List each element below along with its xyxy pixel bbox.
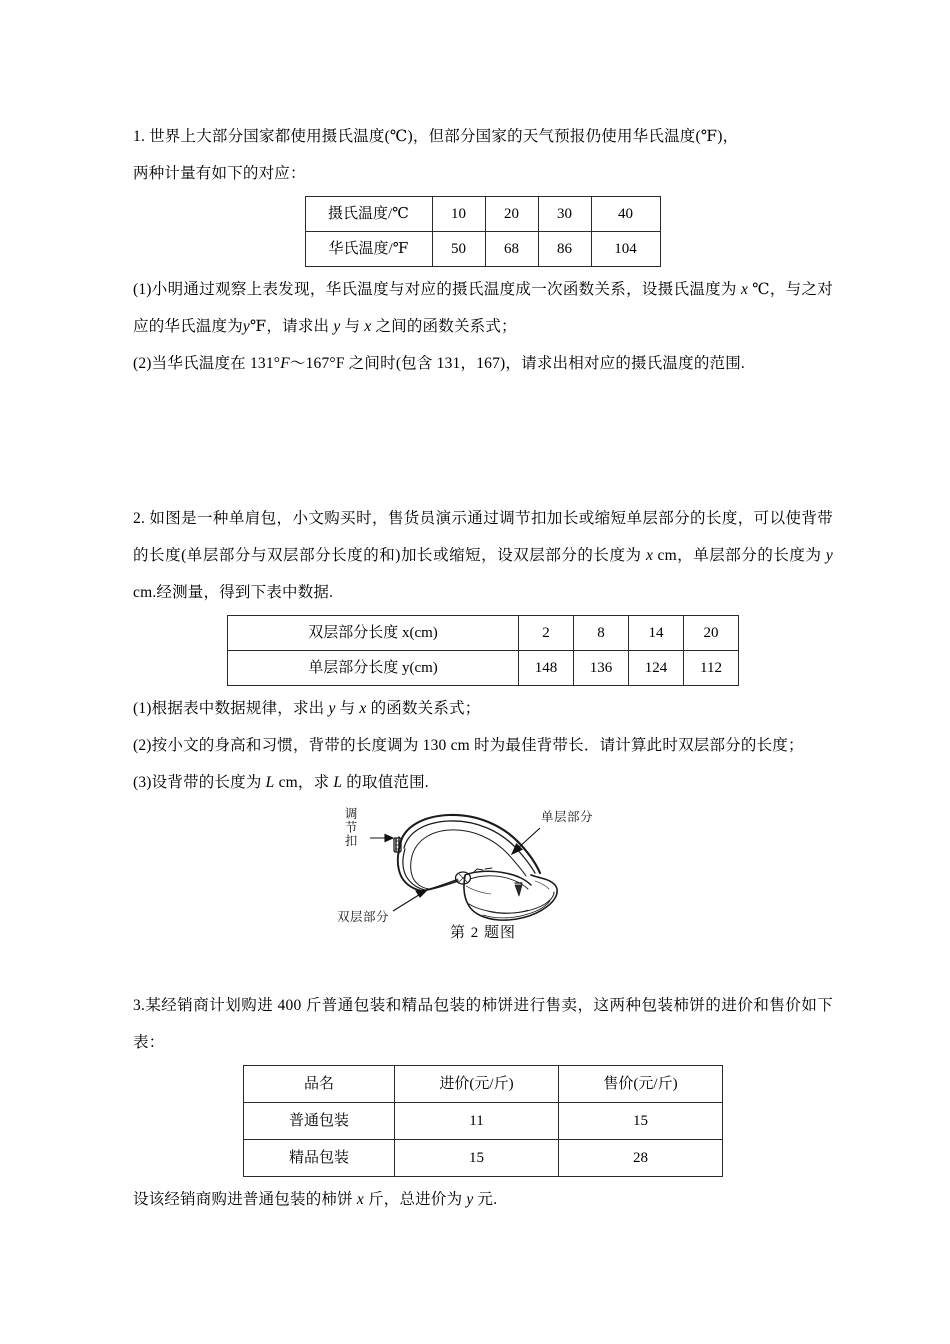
header-cost-price: 进价(元/斤) (395, 1066, 559, 1103)
double-layer-value: 8 (574, 616, 629, 651)
problem-2-figure-block (133, 803, 833, 953)
table-header-row (244, 1066, 723, 1103)
problem-3-number: 3. (133, 997, 146, 1014)
variable-x: x (645, 547, 654, 564)
table-row (305, 197, 660, 232)
problem-1-answer-space (133, 382, 833, 500)
table-row (244, 1103, 723, 1140)
adjuster-buckle-arrow (370, 835, 393, 842)
variable-y: y (825, 547, 834, 564)
p2-stem-part-b: cm，单层部分的长度为 (657, 547, 822, 564)
celsius-row-label: 摄氏温度/℃ (305, 197, 432, 232)
shoulder-bag-diagram (337, 803, 595, 924)
double-layer-value: 14 (629, 616, 684, 651)
problem-1-number: 1. (133, 128, 146, 145)
problem-1-sub-2 (133, 345, 833, 382)
persimmon-price-table (243, 1065, 723, 1177)
problem-1 (133, 118, 833, 382)
adjuster-buckle-label: 调节扣 (343, 807, 358, 848)
variable-y: y (242, 318, 250, 335)
problem-1-stem-text-2: 两种计量有如下的对应： (133, 165, 306, 182)
p1-sub1-part-a: (1)小明通过观察上表发现，华氏温度与对应的摄氏温度成一次函数关系，设摄氏温度为 (133, 281, 737, 298)
variable-x: x (356, 1191, 364, 1208)
p1-sub1-part-d: 与 (344, 318, 361, 335)
p2-sub1-part-c: 的函数关系式； (370, 700, 481, 717)
p2-sub3-part-a: (3)设背带的长度为 (133, 774, 262, 791)
single-layer-value: 112 (684, 651, 739, 686)
fahrenheit-value: 86 (538, 232, 591, 267)
variable-x: x (364, 318, 372, 335)
temperature-conversion-table (305, 196, 661, 267)
fahrenheit-value: 68 (485, 232, 538, 267)
variable-y: y (328, 700, 336, 717)
p2-stem-part-a: 如图是一种单肩包，小文购买时，售货员演示通过调节扣加长或缩短单层部分的长度，可以使背带的长度(单层部分与双层部分长度的和)加长或缩短，设双层部分的长度为 (133, 510, 833, 564)
p3-close-part-a: 设该经销商购进普通包装的柿饼 (133, 1191, 353, 1208)
p2-sub1-part-a: (1)根据表中数据规律，求出 (133, 700, 325, 717)
problem-3-table-wrap (133, 1065, 833, 1177)
p1-sub1-part-b: ℃，与之对应的华氏温度为 (133, 281, 833, 335)
celsius-value: 10 (432, 197, 485, 232)
p1-sub1-part-e: 之间的函数关系式； (375, 318, 517, 335)
single-layer-label: 单层部分 (541, 810, 594, 824)
problem-2-table-wrap (133, 615, 833, 686)
variable-y: y (333, 318, 341, 335)
sell-price: 28 (559, 1140, 723, 1177)
problem-3-closing (133, 1181, 833, 1218)
p1-sub2-part-b: ～167°F 之间时(包含 131，167)，请求出相对应的摄氏温度的范围. (289, 355, 745, 372)
double-layer-value: 2 (519, 616, 574, 651)
double-layer-row-label: 双层部分长度 x(cm) (228, 616, 519, 651)
p1-sub2-part-a: (2)当华氏温度在 131° (133, 355, 281, 372)
variable-x: x (740, 281, 749, 298)
p2-sub3-part-b: cm，求 (278, 774, 330, 791)
figure-caption: 第 2 题图 (449, 925, 516, 941)
problem-1-table-wrap (133, 196, 833, 267)
celsius-value: 20 (485, 197, 538, 232)
problem-2-sub-2: (2)按小文的身高和习惯，背带的长度调为 130 cm 时为最佳背带长．请计算此时双层部分的长度； (133, 737, 804, 754)
document-content (133, 118, 833, 1218)
product-name: 普通包装 (244, 1103, 395, 1140)
problem-1-stem (133, 118, 833, 192)
problem-2-sub-1 (133, 690, 833, 727)
single-layer-value: 136 (574, 651, 629, 686)
header-product-name: 品名 (244, 1066, 395, 1103)
celsius-value: 30 (538, 197, 591, 232)
problem-1-stem-text: 世界上大部分国家都使用摄氏温度(℃)，但部分国家的天气预报仍使用华氏温度(℉)， (149, 128, 739, 145)
p2-sub3-part-c: 的取值范围. (346, 774, 429, 791)
problem-1-sub-1 (133, 271, 833, 345)
double-layer-arrow (393, 890, 427, 911)
variable-y: y (466, 1191, 474, 1208)
p2-stem-part-c: cm.经测量，得到下表中数据. (133, 584, 334, 601)
fahrenheit-value: 104 (591, 232, 660, 267)
celsius-value: 40 (591, 197, 660, 232)
problem-3-stem-text: 某经销商计划购进 400 斤普通包装和精品包装的柿饼进行售卖，这两种包装柿饼的进价和售价如下表： (133, 997, 833, 1051)
p2-sub1-part-b: 与 (339, 700, 356, 717)
p1-sub1-part-c: ℉，请求出 (250, 318, 330, 335)
double-layer-label: 双层部分 (337, 910, 390, 924)
unit-fahrenheit: F (280, 355, 290, 372)
problem-2-gap (133, 953, 833, 987)
double-layer-value: 20 (684, 616, 739, 651)
bag-strap-table (227, 615, 739, 686)
p3-close-part-b: 斤，总进价为 (368, 1191, 463, 1208)
table-row (228, 616, 739, 651)
variable-L: L (333, 774, 343, 791)
variable-L: L (265, 774, 275, 791)
problem-3-stem (133, 987, 833, 1061)
p3-close-part-c: 元. (477, 1191, 498, 1208)
problem-3 (133, 987, 833, 1218)
fahrenheit-value: 50 (432, 232, 485, 267)
problem-2-number: 2. (133, 510, 146, 527)
single-layer-row-label: 单层部分长度 y(cm) (228, 651, 519, 686)
variable-x: x (359, 700, 367, 717)
table-row (228, 651, 739, 686)
table-row (305, 232, 660, 267)
cost-price: 11 (395, 1103, 559, 1140)
problem-2 (133, 500, 833, 953)
header-sell-price: 售价(元/斤) (559, 1066, 723, 1103)
sell-price: 15 (559, 1103, 723, 1140)
table-row (244, 1140, 723, 1177)
cost-price: 15 (395, 1140, 559, 1177)
problem-2-sub-3 (133, 764, 833, 801)
product-name: 精品包装 (244, 1140, 395, 1177)
problem-2-stem (133, 500, 833, 611)
single-layer-value: 148 (519, 651, 574, 686)
fahrenheit-row-label: 华氏温度/℉ (305, 232, 432, 267)
single-layer-value: 124 (629, 651, 684, 686)
